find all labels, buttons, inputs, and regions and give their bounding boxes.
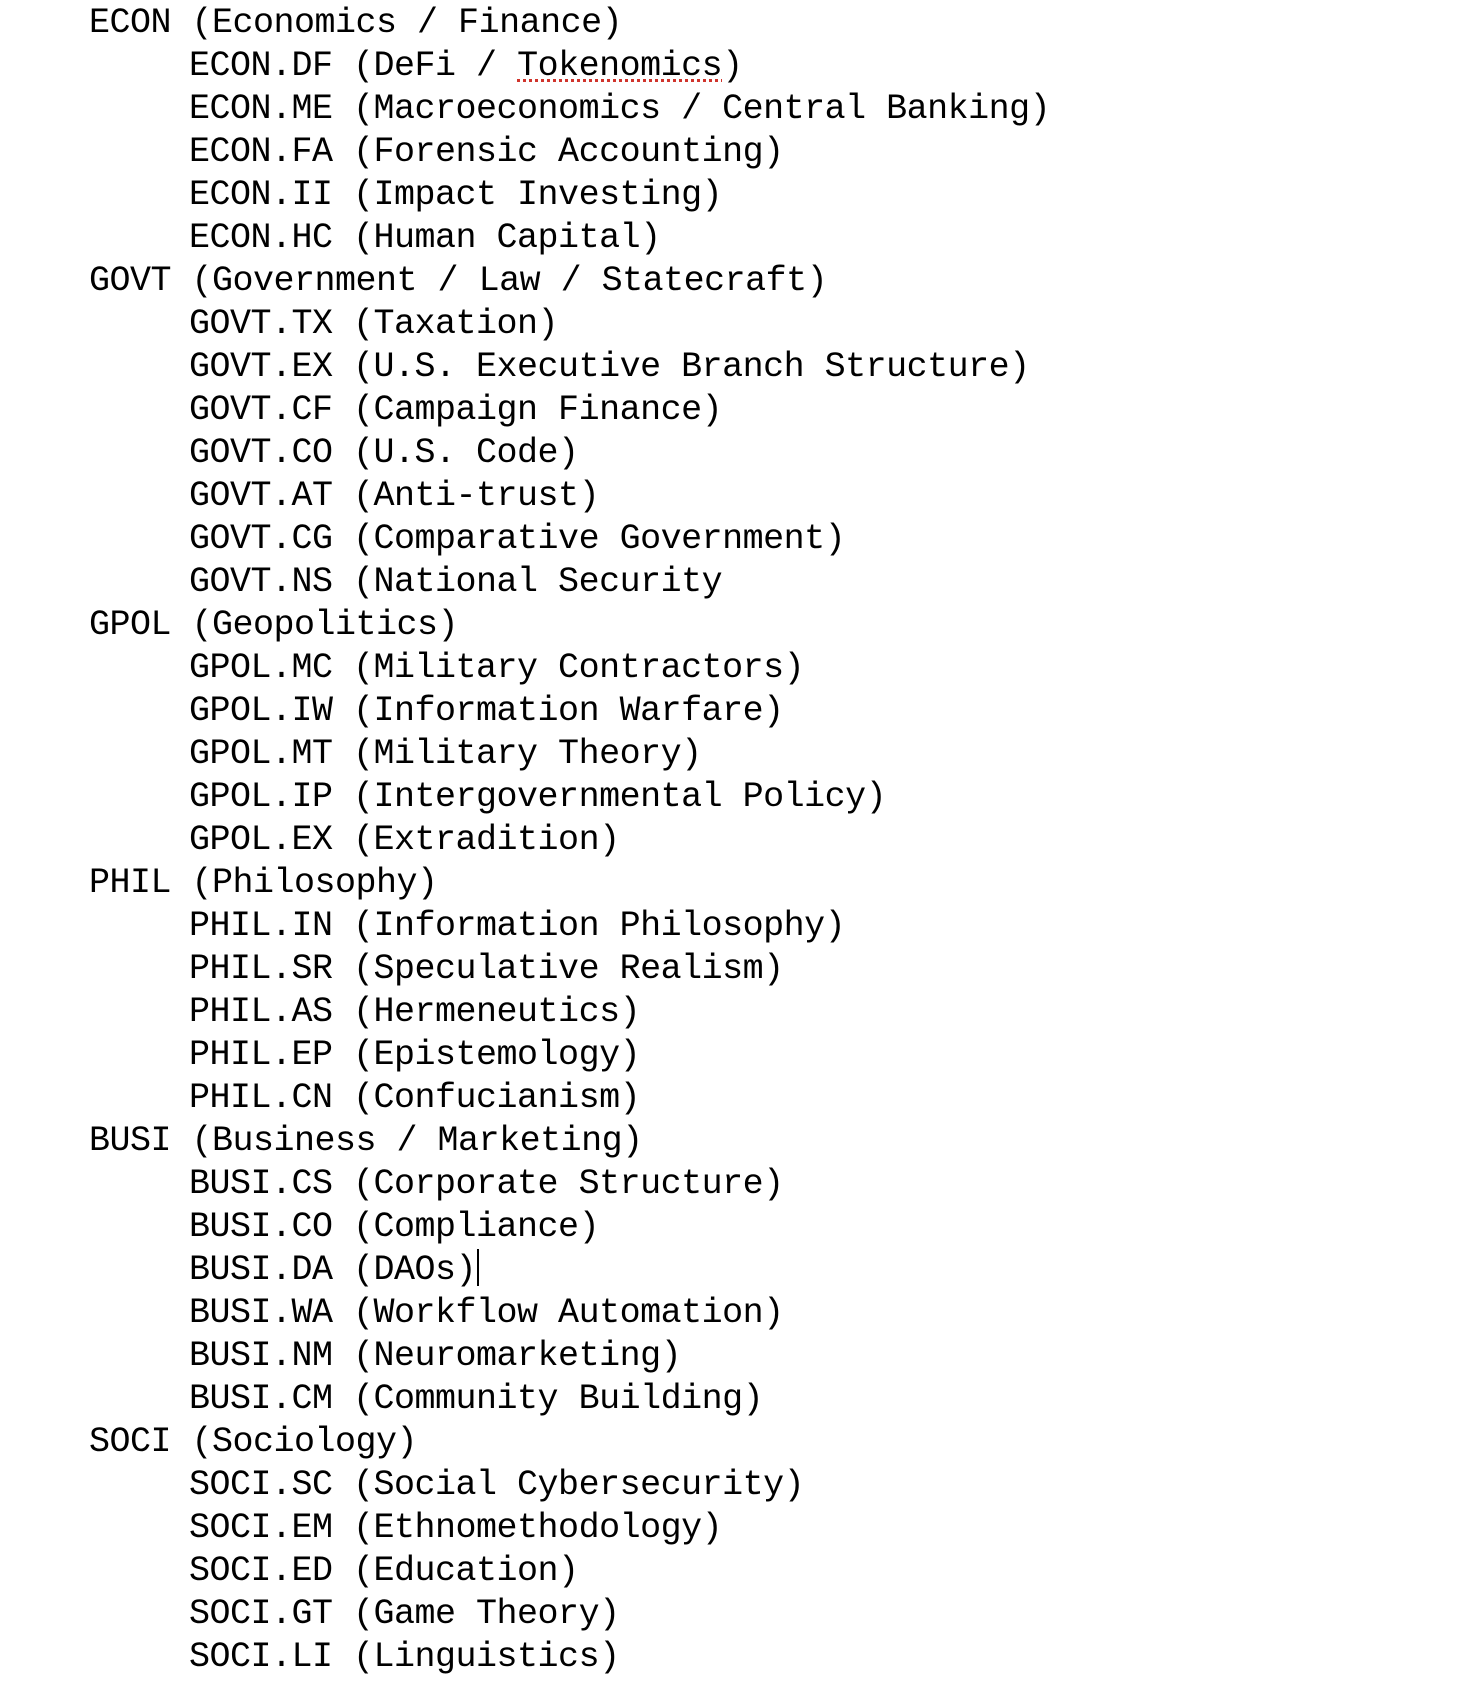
line-text: PHIL.EP (Epistemology) <box>189 1035 641 1075</box>
subcategory-line[interactable] <box>0 948 784 991</box>
line-text: GPOL.MC (Military Contractors) <box>189 648 805 688</box>
subcategory-line[interactable] <box>0 1034 640 1077</box>
line-text: SOCI.GT (Game Theory) <box>189 1594 620 1634</box>
category-heading[interactable] <box>0 2 622 45</box>
category-heading[interactable] <box>0 1421 417 1464</box>
subcategory-line[interactable] <box>0 733 702 776</box>
line-text: SOCI.LI (Linguistics) <box>189 1637 620 1677</box>
line-text: ECON.HC (Human Capital) <box>189 218 661 258</box>
subcategory-line[interactable] <box>0 1335 681 1378</box>
subcategory-line[interactable] <box>0 1206 599 1249</box>
subcategory-line[interactable] <box>0 776 886 819</box>
line-text: PHIL.AS (Hermeneutics) <box>189 992 641 1032</box>
subcategory-line[interactable] <box>0 1249 479 1292</box>
line-text: BUSI.DA (DAOs) <box>189 1250 477 1290</box>
line-text: PHIL.CN (Confucianism) <box>189 1078 641 1118</box>
subcategory-line[interactable] <box>0 346 1030 389</box>
subcategory-line[interactable] <box>0 991 640 1034</box>
subcategory-line[interactable] <box>0 647 804 690</box>
subcategory-line[interactable] <box>0 217 661 260</box>
line-text: BUSI.NM (Neuromarketing) <box>189 1336 682 1376</box>
subcategory-line[interactable] <box>0 1163 784 1206</box>
line-text: SOCI.EM (Ethnomethodology) <box>189 1508 723 1548</box>
subcategory-line[interactable] <box>0 1378 763 1421</box>
line-text: SOCI.SC (Social Cybersecurity) <box>189 1465 805 1505</box>
line-text: PHIL.IN (Information Philosophy) <box>189 906 846 946</box>
category-heading[interactable] <box>0 604 458 647</box>
line-text: BUSI.WA (Workflow Automation) <box>189 1293 784 1333</box>
line-text: GOVT.CO (U.S. Code) <box>189 433 579 473</box>
subcategory-line[interactable] <box>0 131 784 174</box>
line-text: BUSI (Business / Marketing) <box>89 1121 643 1161</box>
subcategory-line[interactable] <box>0 561 722 604</box>
subcategory-line[interactable] <box>0 1464 804 1507</box>
line-text: GOVT.TX (Taxation) <box>189 304 559 344</box>
subcategory-line[interactable] <box>0 1550 579 1593</box>
line-text: BUSI.CS (Corporate Structure) <box>189 1164 784 1204</box>
line-text: GOVT.EX (U.S. Executive Branch Structure) <box>189 347 1030 387</box>
line-text: GPOL.EX (Extradition) <box>189 820 620 860</box>
line-text: ECON (Economics / Finance) <box>89 3 623 43</box>
category-heading[interactable] <box>0 260 827 303</box>
line-text: ECON.DF (DeFi / <box>189 46 518 86</box>
subcategory-line[interactable] <box>0 905 845 948</box>
subcategory-line[interactable] <box>0 45 743 88</box>
line-text: GOVT.AT (Anti-trust) <box>189 476 600 516</box>
subcategory-line[interactable] <box>0 1636 620 1679</box>
line-text: ECON.II (Impact Investing) <box>189 175 723 215</box>
line-text: PHIL (Philosophy) <box>89 863 438 903</box>
subcategory-line[interactable] <box>0 819 620 862</box>
line-text: SOCI (Sociology) <box>89 1422 418 1462</box>
spellcheck-flagged-word[interactable]: Tokenomics <box>517 46 723 86</box>
line-text: GPOL.IP (Intergovernmental Policy) <box>189 777 887 817</box>
line-text: GPOL.IW (Information Warfare) <box>189 691 784 731</box>
subcategory-line[interactable] <box>0 389 722 432</box>
line-text: GOVT.NS (National Security <box>189 562 723 602</box>
subcategory-line[interactable] <box>0 475 599 518</box>
text-cursor <box>477 1249 479 1286</box>
subcategory-line[interactable] <box>0 303 558 346</box>
subcategory-line[interactable] <box>0 88 1050 131</box>
subcategory-line[interactable] <box>0 1593 620 1636</box>
line-text: ECON.FA (Forensic Accounting) <box>189 132 784 172</box>
line-text: PHIL.SR (Speculative Realism) <box>189 949 784 989</box>
line-text: GOVT.CG (Comparative Government) <box>189 519 846 559</box>
line-text: GPOL.MT (Military Theory) <box>189 734 702 774</box>
line-text: GOVT.CF (Campaign Finance) <box>189 390 723 430</box>
subcategory-line[interactable] <box>0 690 784 733</box>
subcategory-line[interactable] <box>0 174 722 217</box>
line-text-tail: ) <box>722 46 743 86</box>
subcategory-line[interactable] <box>0 1507 722 1550</box>
subcategory-line[interactable] <box>0 1077 640 1120</box>
subcategory-line[interactable] <box>0 432 579 475</box>
subcategory-line[interactable] <box>0 1292 784 1335</box>
line-text: BUSI.CO (Compliance) <box>189 1207 600 1247</box>
line-text: ECON.ME (Macroeconomics / Central Banking) <box>189 89 1051 129</box>
line-text: GOVT (Government / Law / Statecraft) <box>89 261 828 301</box>
category-heading[interactable] <box>0 1120 643 1163</box>
subcategory-line[interactable] <box>0 518 845 561</box>
line-text: SOCI.ED (Education) <box>189 1551 579 1591</box>
line-text: BUSI.CM (Community Building) <box>189 1379 764 1419</box>
line-text: GPOL (Geopolitics) <box>89 605 459 645</box>
category-heading[interactable] <box>0 862 438 905</box>
